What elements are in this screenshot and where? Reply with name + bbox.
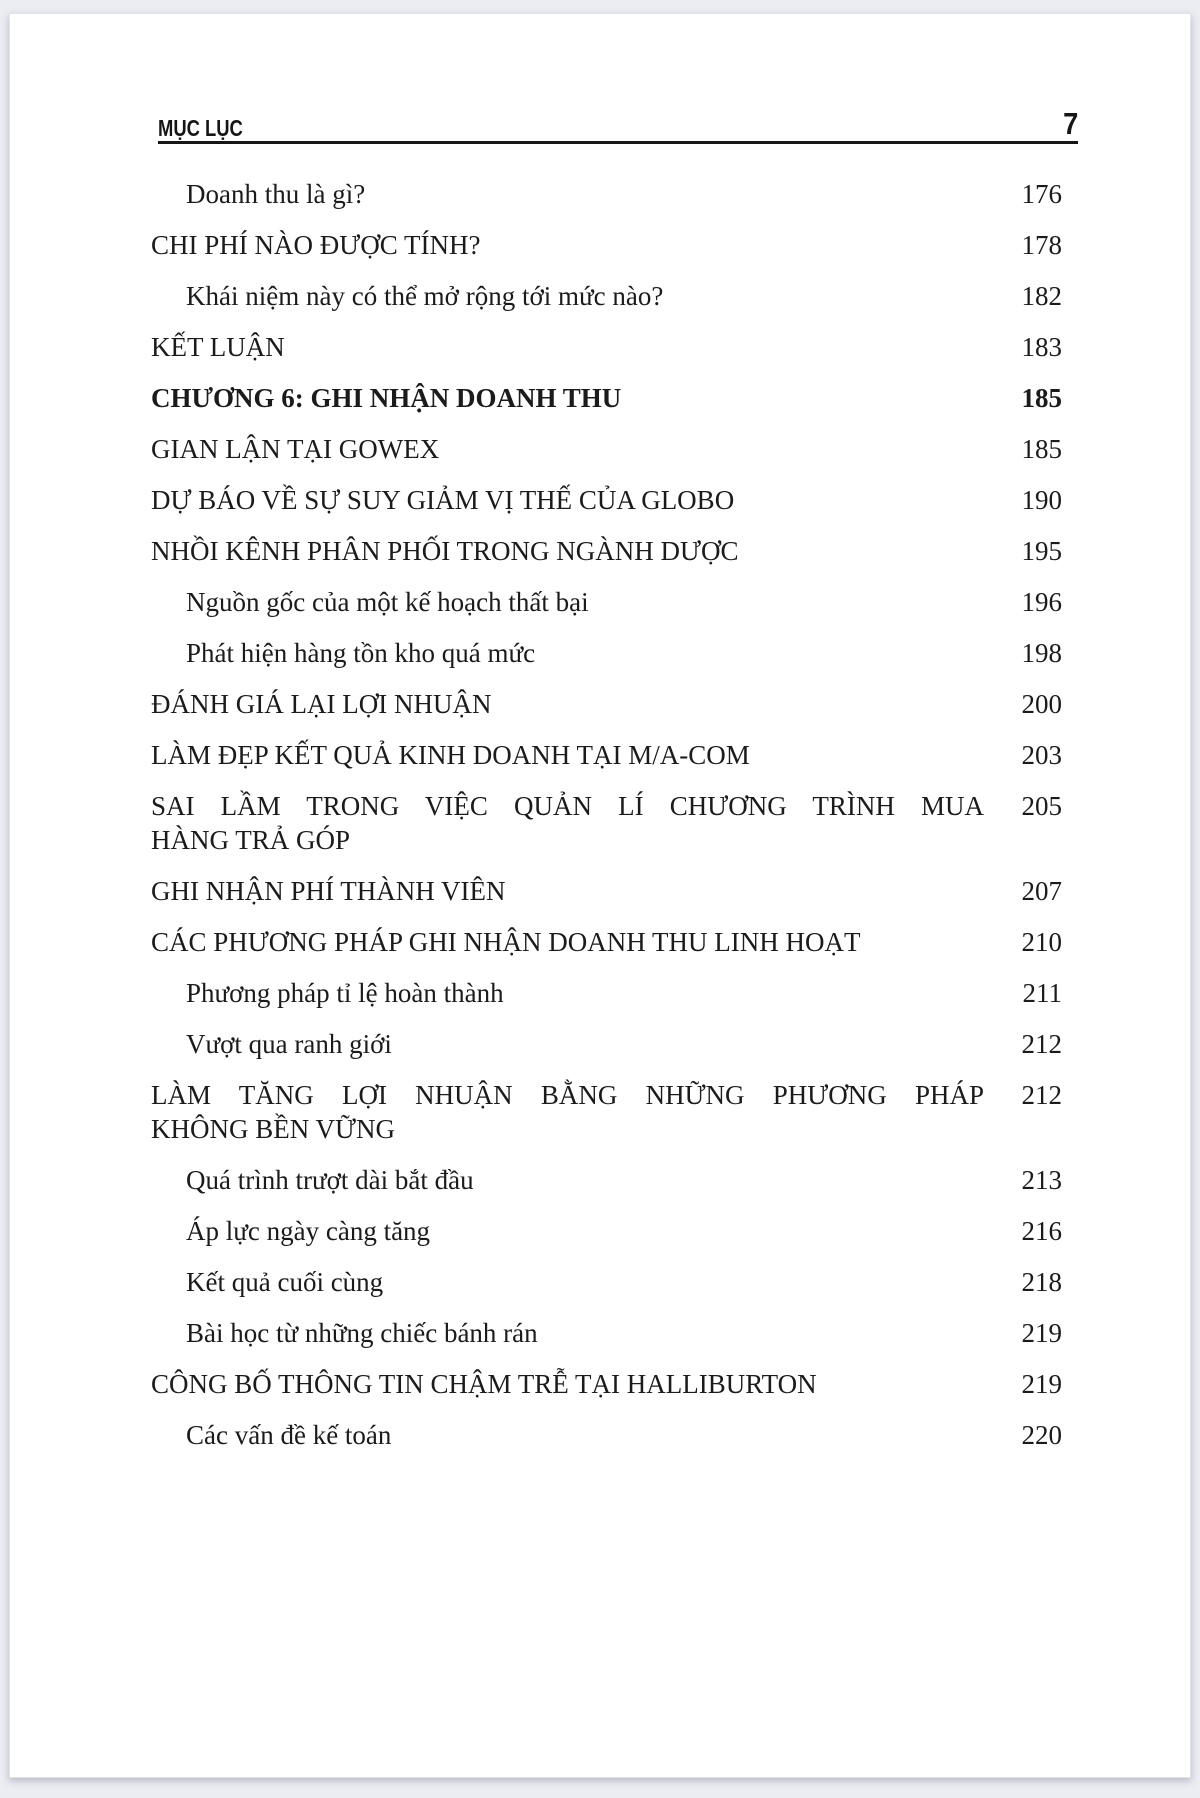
toc-entry: [151, 177, 1062, 211]
toc-entry: [151, 432, 1062, 466]
toc-entry-line: CHI PHÍ NÀO ĐƯỢC TÍNH?: [151, 230, 481, 260]
toc-entry-page: 212: [1021, 1029, 1062, 1059]
toc-entry-page: 190: [1021, 485, 1062, 515]
toc-entry: [151, 789, 1062, 857]
toc-entry-line: Phương pháp tỉ lệ hoàn thành: [186, 978, 504, 1008]
toc-entry-page: 195: [1021, 536, 1062, 566]
toc-entry-line: Nguồn gốc của một kế hoạch thất bại: [186, 587, 589, 617]
toc-entry-line: CÔNG BỐ THÔNG TIN CHẬM TRỄ TẠI HALLIBURTON: [151, 1369, 817, 1399]
toc-entry-line: CÁC PHƯƠNG PHÁP GHI NHẬN DOANH THU LINH HOẠT: [151, 927, 861, 957]
toc-entry-title: [151, 636, 984, 670]
toc-entry-page: 211: [1022, 978, 1062, 1008]
page-title: MỤC LỤC: [158, 115, 243, 141]
toc-entry: [151, 483, 1062, 517]
toc-entry: [151, 636, 1062, 670]
toc-entry: [151, 738, 1062, 772]
toc-entry-line: Quá trình trượt dài bắt đầu: [186, 1165, 474, 1195]
toc-entry-line: LÀM ĐẸP KẾT QUẢ KINH DOANH TẠI M/A-COM: [151, 740, 750, 770]
toc-entry-title: [151, 381, 984, 415]
toc-entry: [151, 330, 1062, 364]
toc-entry: [151, 534, 1062, 568]
toc-entry-page: 178: [1021, 230, 1062, 260]
toc-entry-page: 182: [1021, 281, 1062, 311]
toc-entry-title: [151, 1163, 984, 1197]
toc-entry-line: Các vấn đề kế toán: [186, 1420, 392, 1450]
page-header: [158, 106, 1078, 144]
toc-entry-title: [151, 1316, 984, 1350]
page-number: 7: [1062, 106, 1078, 141]
toc-entry-title: [151, 534, 984, 568]
toc-entry-line: NHỒI KÊNH PHÂN PHỐI TRONG NGÀNH DƯỢC: [151, 536, 739, 566]
toc-entry: [151, 1265, 1062, 1299]
toc-entry-line: Doanh thu là gì?: [186, 179, 366, 209]
toc-entry-title: [151, 1418, 984, 1452]
toc-entry-page: 185: [1021, 383, 1062, 413]
toc-entry-line: Khái niệm này có thể mở rộng tới mức nào?: [186, 281, 664, 311]
toc-entry-line: Áp lực ngày càng tăng: [186, 1216, 431, 1246]
toc-entry-page: 219: [1021, 1369, 1062, 1399]
toc-entry: [151, 1418, 1062, 1452]
toc-entry-line: KẾT LUẬN: [151, 332, 285, 362]
toc-entry-title: [151, 228, 984, 262]
toc-entry-line: GHI NHẬN PHÍ THÀNH VIÊN: [151, 876, 506, 906]
toc-entry-page: 203: [1021, 740, 1062, 770]
toc-entry-title: [151, 1078, 984, 1146]
toc-entry: [151, 228, 1062, 262]
toc-entry-page: 218: [1021, 1267, 1062, 1297]
toc-entry-page: 219: [1021, 1318, 1062, 1348]
toc-entry-title: [151, 1214, 984, 1248]
toc-entry-line: HÀNG TRẢ GÓP: [151, 825, 351, 855]
toc: [151, 177, 1062, 1469]
toc-entry: [151, 874, 1062, 908]
toc-entry-line: KHÔNG BỀN VỮNG: [151, 1114, 395, 1144]
toc-entry-title: [151, 177, 984, 211]
toc-entry-page: 216: [1021, 1216, 1062, 1246]
toc-entry-line: ĐÁNH GIÁ LẠI LỢI NHUẬN: [151, 689, 492, 719]
toc-entry-title: [151, 1265, 984, 1299]
toc-entry-title: [151, 279, 984, 313]
toc-entry-title: [151, 585, 984, 619]
toc-entry-line: Phát hiện hàng tồn kho quá mức: [186, 638, 536, 668]
toc-entry-line: SAI LẦM TRONG VIỆC QUẢN LÍ CHƯƠNG TRÌNH MUA: [151, 791, 984, 821]
toc-entry-page: 185: [1021, 434, 1062, 464]
toc-entry: [151, 925, 1062, 959]
book-page: [9, 13, 1191, 1778]
toc-entry-line: Bài học từ những chiếc bánh rán: [186, 1318, 538, 1348]
toc-entry: [151, 1367, 1062, 1401]
toc-entry-title: [151, 738, 984, 772]
toc-entry-title: [151, 1367, 984, 1401]
toc-entry: [151, 1078, 1062, 1146]
toc-entry-page: 212: [1021, 1080, 1062, 1110]
toc-entry-title: [151, 925, 984, 959]
toc-entry-line: LÀM TĂNG LỢI NHUẬN BẰNG NHỮNG PHƯƠNG PHÁP: [151, 1080, 984, 1110]
toc-entry-page: 213: [1021, 1165, 1062, 1195]
toc-entry-page: 205: [1021, 791, 1062, 821]
toc-entry-title: [151, 432, 984, 466]
toc-entry: [151, 1214, 1062, 1248]
toc-entry: [151, 1163, 1062, 1197]
toc-entry: [151, 585, 1062, 619]
toc-entry-page: 200: [1021, 689, 1062, 719]
toc-entry-title: [151, 874, 984, 908]
toc-entry: [151, 687, 1062, 721]
toc-entry-page: 196: [1021, 587, 1062, 617]
toc-entry: [151, 1316, 1062, 1350]
toc-entry: [151, 279, 1062, 313]
toc-entry-page: 198: [1021, 638, 1062, 668]
toc-entry-title: [151, 330, 984, 364]
toc-entry-page: 220: [1021, 1420, 1062, 1450]
toc-entry-line: DỰ BÁO VỀ SỰ SUY GIẢM VỊ THẾ CỦA GLOBO: [151, 485, 735, 515]
toc-entry-line: GIAN LẬN TẠI GOWEX: [151, 434, 440, 464]
toc-entry-page: 176: [1021, 179, 1062, 209]
toc-entry-page: 210: [1021, 927, 1062, 957]
toc-entry-line: CHƯƠNG 6: GHI NHẬN DOANH THU: [151, 383, 622, 413]
toc-entry-title: [151, 789, 984, 857]
toc-entry: [151, 976, 1062, 1010]
toc-entry: [151, 1027, 1062, 1061]
toc-entry: [151, 381, 1062, 415]
toc-entry-title: [151, 976, 984, 1010]
toc-entry-title: [151, 687, 984, 721]
toc-entry-line: Kết quả cuối cùng: [186, 1267, 384, 1297]
toc-entry-line: Vượt qua ranh giới: [186, 1029, 392, 1059]
toc-entry-page: 183: [1021, 332, 1062, 362]
toc-entry-title: [151, 1027, 984, 1061]
toc-entry-page: 207: [1021, 876, 1062, 906]
toc-entry-title: [151, 483, 984, 517]
